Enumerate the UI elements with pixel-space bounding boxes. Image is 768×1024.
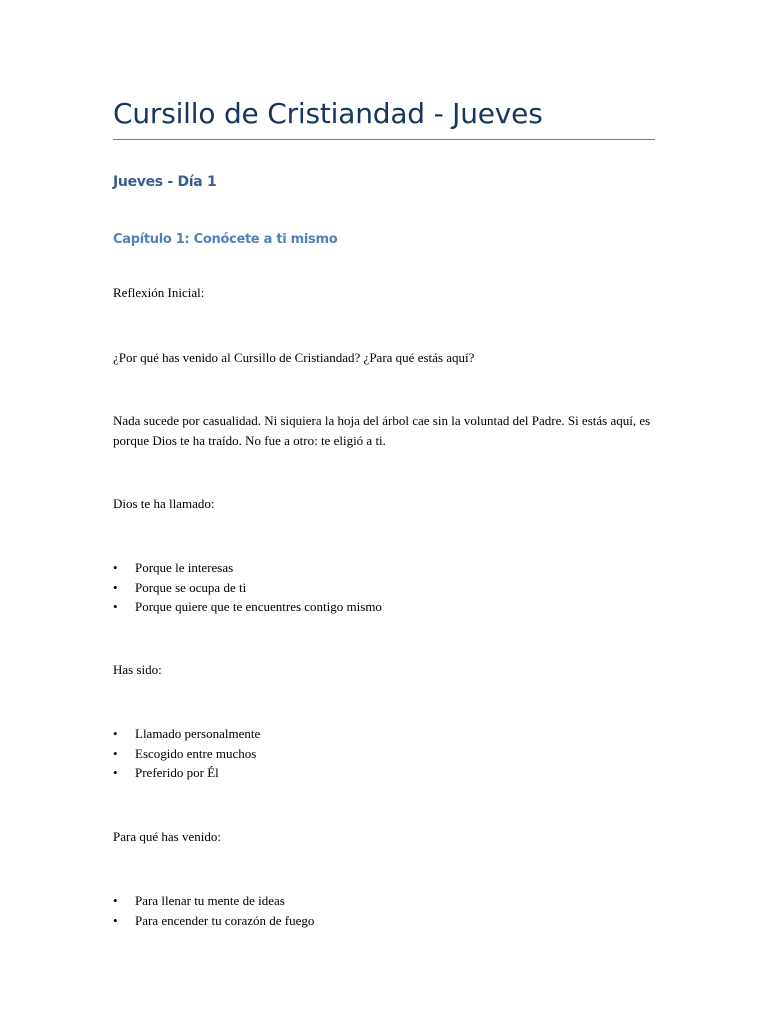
list-item-text: Porque quiere que te encuentres contigo mismo <box>135 599 382 614</box>
paragraph-dios-llamado: Dios te ha llamado: <box>113 496 215 511</box>
list-item-text: Escogido entre muchos <box>135 745 257 761</box>
list-item <box>113 724 260 744</box>
list-item-text: Porque se ocupa de ti <box>135 579 247 595</box>
list-item-text: Preferido por Él <box>135 765 219 780</box>
paragraph-pregunta: ¿Por qué has venido al Cursillo de Cristiandad? ¿Para qué estás aquí? <box>113 350 475 365</box>
paragraph-has-sido: Has sido: <box>113 662 162 677</box>
bullet-icon: • <box>113 912 118 928</box>
list-item <box>113 578 382 598</box>
bullet-icon: • <box>113 726 118 741</box>
list-item <box>113 891 314 911</box>
list-item-text: Porque le interesas <box>135 560 234 575</box>
list-item <box>113 763 260 783</box>
bullet-icon: • <box>113 579 118 595</box>
document-title: Cursillo de Cristiandad - Jueves <box>113 97 543 130</box>
bullet-icon: • <box>113 765 118 780</box>
list-item-text: Para llenar tu mente de ideas <box>135 893 285 908</box>
list-item <box>113 911 314 931</box>
heading-day: Jueves - Día 1 <box>113 174 217 190</box>
list-para-que <box>113 891 314 930</box>
paragraph-nada-sucede: Nada sucede por casualidad. Ni siquiera la hoja del árbol cae sin la voluntad del Padre. Si estás aquí, es porque Dios te ha traído. No fue a otro: te eligió a ti. <box>113 413 651 448</box>
list-item-text: Para encender tu corazón de fuego <box>135 912 315 928</box>
title-underline <box>113 139 655 140</box>
list-item <box>113 558 382 578</box>
heading-chapter: Capítulo 1: Conócete a ti mismo <box>113 232 338 247</box>
list-llamado <box>113 558 382 617</box>
bullet-icon: • <box>113 893 118 908</box>
list-has-sido <box>113 724 260 783</box>
bullet-icon: • <box>113 560 118 575</box>
list-item <box>113 744 260 764</box>
paragraph-para-que: Para qué has venido: <box>113 829 221 844</box>
list-item <box>113 597 382 617</box>
bullet-icon: • <box>113 745 118 761</box>
list-item-text: Llamado personalmente <box>135 726 261 741</box>
paragraph-reflexion: Reflexión Inicial: <box>113 285 205 300</box>
bullet-icon: • <box>113 599 118 614</box>
